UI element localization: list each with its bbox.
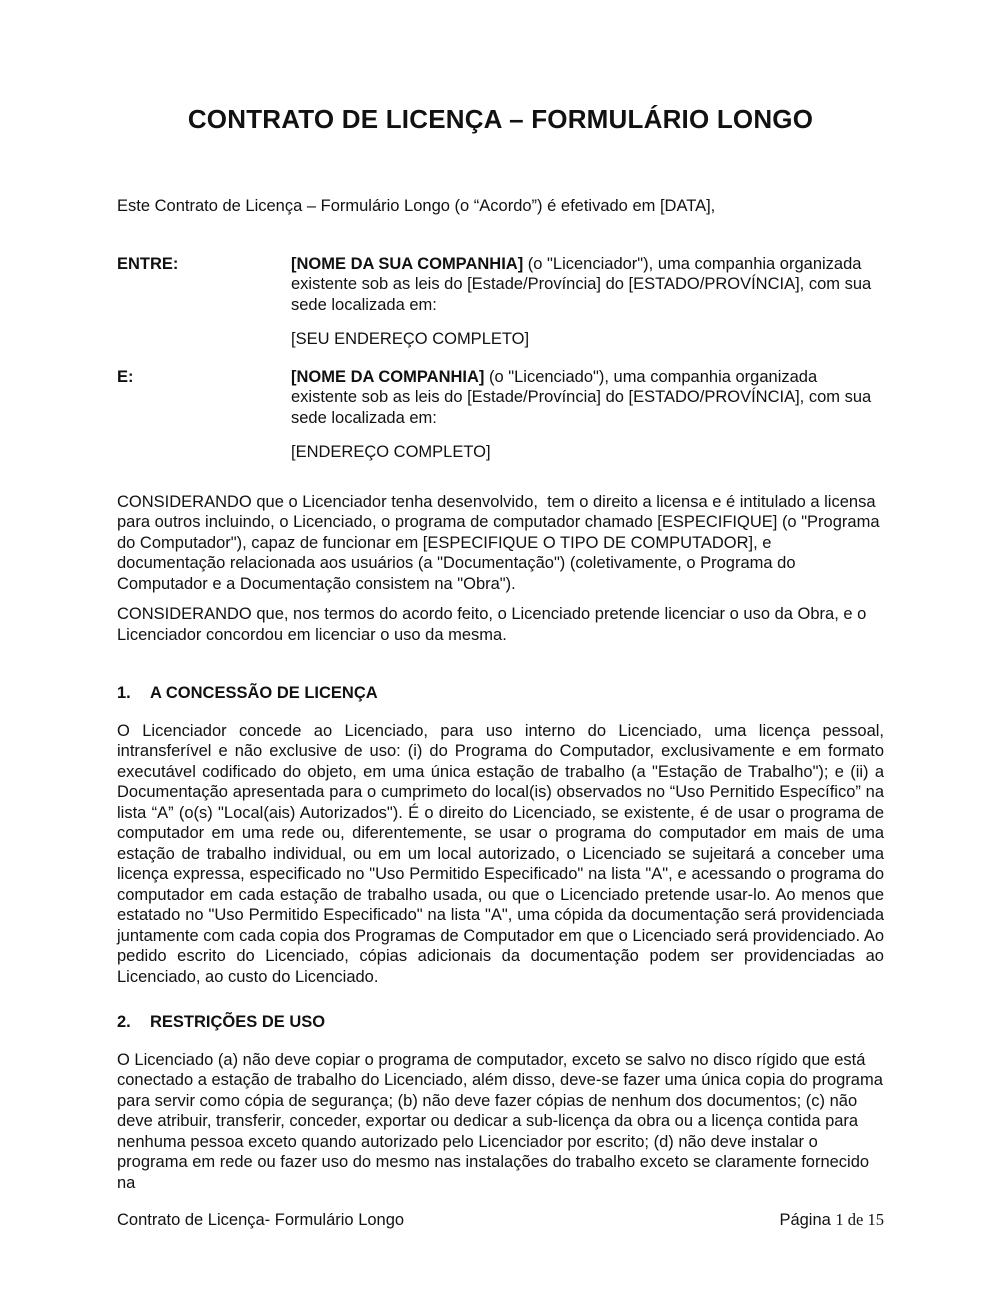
party-body-entre xyxy=(291,254,884,350)
party-clause-entre xyxy=(117,254,884,350)
intro-paragraph: Este Contrato de Licença – Formulário Longo (o “Acordo”) é efetivado em [DATA], xyxy=(117,197,716,215)
party-description: (o "Licenciador"), uma companhia organizada existente sob as leis do [Estade/Província] do [ESTADO/PROVÍNCIA], com sua sede localizada em: xyxy=(291,254,872,314)
section-use-restrictions xyxy=(117,1012,884,1193)
section-heading xyxy=(117,683,884,704)
section-number: 1. xyxy=(117,684,131,702)
party-text xyxy=(291,254,884,316)
recital-paragraph-2: CONSIDERANDO que, nos termos do acordo feito, o Licenciado pretende licenciar o uso da Obra, e o Licenciador concordou em licenciar o uso da mesma. xyxy=(117,605,871,644)
party-company-name: [NOME DA SUA COMPANHIA] xyxy=(291,254,524,273)
section-body: O Licenciador concede ao Licenciado, para uso interno do Licenciado, uma licença pessoal, intransferível e não exclusive de uso: (i) do Programa do Computador, exclusivamente e em formato executável codificado do objeto, em uma única estação de trabalho (a "Estação de Trabalho"); e (ii) a Documentação apresentada para o cumprimeto do local(is) observados no “Uso Pernitido Específico” na lista “A” (o(s) "Local(ais) Autorizados"). É o direito do Licenciado, se existente, é de usar o programa de computador em uma rede ou, diferentemente, se usar o programa do computador em mais de uma estação de trabalho individual, ou em um local autorizado, o Licenciado se sujeitará a conceber uma licença expressa, especificado no "Uso Permitido Especificado" na lista "A", e acessando o programa do computador em cada estação de trabalho usada, ou que o Licenciado pretende usar-lo. Ao menos que estatado no "Uso Permitido Especificado" na lista "A", uma cópida da documentação será providenciada juntamente com cada copia dos Programas de Computador em que o Licenciado será providenciado. Ao pedido escrito do Licenciado, cópias adicionais da documentação podem ser providenciadas ao Licenciado, ao custo do Licenciado. xyxy=(117,721,884,986)
party-label-e: E: xyxy=(117,367,134,386)
party-address: [SEU ENDEREÇO COMPLETO] xyxy=(291,330,530,348)
party-label-entre: ENTRE: xyxy=(117,254,179,273)
party-address: [ENDEREÇO COMPLETO] xyxy=(291,443,491,461)
section-heading-text: A CONCESSÃO DE LICENÇA xyxy=(150,684,378,702)
section-heading-text: RESTRIÇÕES DE USO xyxy=(150,1013,326,1031)
party-company-name: [NOME DA COMPANHIA] xyxy=(291,367,485,386)
party-body-e xyxy=(291,367,884,463)
page-footer xyxy=(117,1210,884,1231)
recital-paragraph-1: CONSIDERANDO que o Licenciador tenha desenvolvido, tem o direito a licensa e é intitulado a licensa para outros incluindo, o Licenciado, o programa de computador chamado [ESPECIFIQUE] (o "Programa do Computador"), capaz de funcionar em [ESPECIFIQUE O TIPO DE COMPUTADOR], e documentação relacionada aos usuários (a "Documentação") (coletivamente, o Programa do Computador e a Documentação consistem na "Obra"). xyxy=(117,492,885,593)
section-body: O Licenciado (a) não deve copiar o programa de computador, exceto se salvo no disco rígido que está conectado a estação de trabalho do Licenciado, além disso, deve-se fazer uma única copia do programa para servir como cópia de segurança; (b) não deve fazer cópias de nenhum dos documentos; (c) não deve atribuir, transferir, conceder, exportar ou dedicar a sub-licença da obra ou a licença contida para nenhuma pessoa exceto quando autorizado pelo Licenciador por escrito; (d) não deve instalar o programa em rede ou fazer uso do mesmo nas instalações do trabalho exceto se claramente fornecido na xyxy=(117,1050,883,1192)
section-license-grant xyxy=(117,683,884,987)
section-number: 2. xyxy=(117,1013,131,1031)
party-description: (o "Licenciado"), uma companhia organizada existente sob as leis do [Estade/Província] do [ESTADO/PROVÍNCIA], com sua sede localizada em: xyxy=(291,367,872,427)
section-heading xyxy=(117,1012,884,1033)
footer-document-name: Contrato de Licença- Formulário Longo xyxy=(117,1211,405,1229)
footer-page-value: 1 de 15 xyxy=(835,1210,884,1229)
document-content xyxy=(0,102,1000,1193)
document-title: CONTRATO DE LICENÇA – FORMULÁRIO LONGO xyxy=(187,104,814,134)
party-text xyxy=(291,367,884,429)
footer-page-label: Página xyxy=(779,1211,836,1229)
party-clause-e xyxy=(117,367,884,463)
footer-page-number xyxy=(779,1210,884,1231)
